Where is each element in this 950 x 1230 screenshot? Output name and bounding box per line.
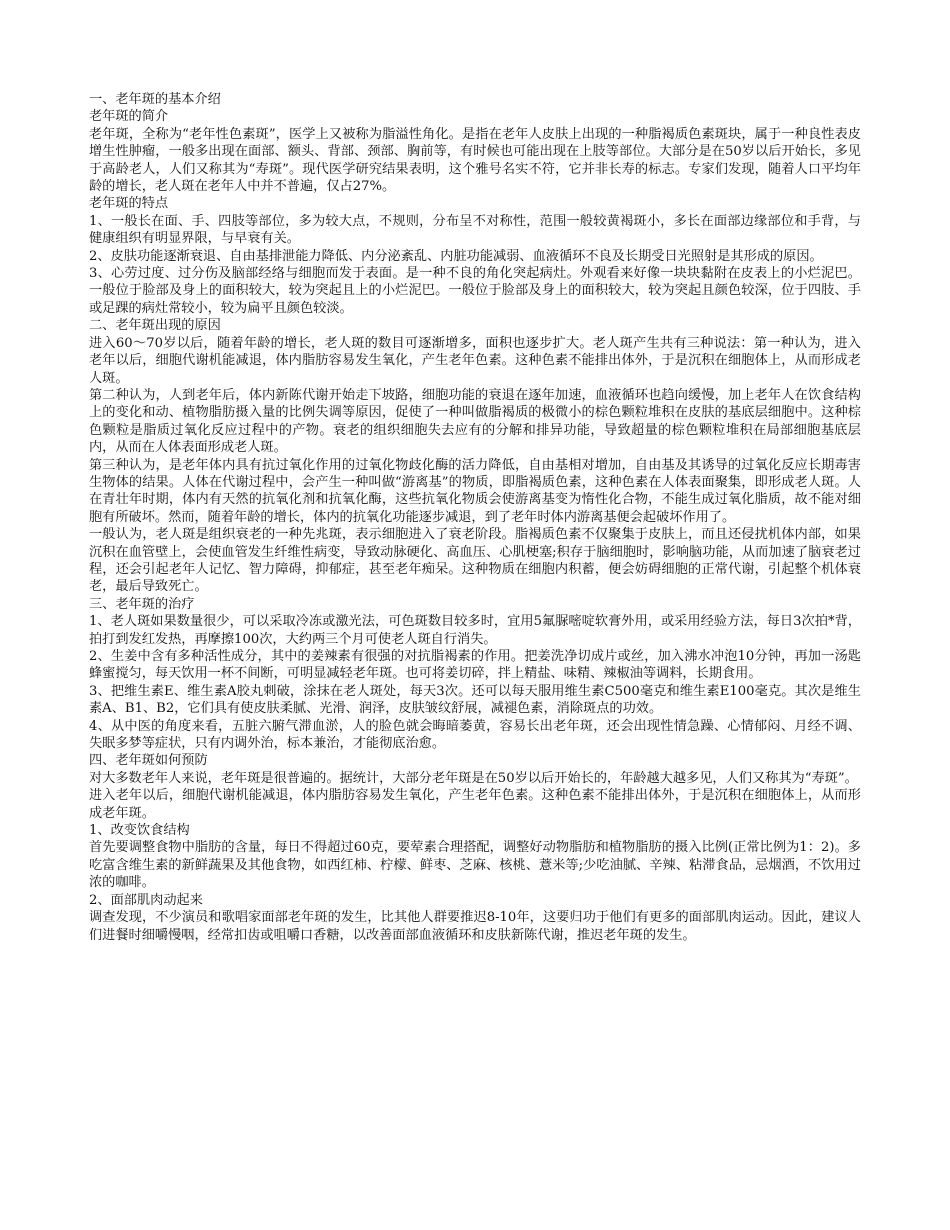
paragraph-prevention-intro: 对大多数老年人来说，老年斑是很普遍的。据统计，大部分老年斑是在50岁以后开始长的，年龄越大越多见，人们又称其为“寿斑”。 (89, 770, 858, 786)
section-heading-2: 二、老年斑出现的原因 (89, 318, 221, 334)
paragraph-feature-1: 1、一般长在面、手、四肢等部位，多为较大点，不规则，分布呈不对称性，范围一般较黄褐斑小，多长在面部边缘部位和手背，与健康组织有明显界限，与早衰有关。 (89, 213, 861, 247)
paragraph-diet: 首先要调整食物中脂肪的含量，每日不得超过60克，要荤素合理搭配，调整好动物脂肪和植物脂肪的摄入比例(正常比例为1：2)。多吃富含维生素的新鲜蔬果及其他食物，如西红柿、柠檬、鲜枣、芝麻、核桃、薏米等;少吃油腻、辛辣、粘滞食品，忌烟酒，不饮用过浓的咖啡。 (89, 840, 861, 891)
document-body (89, 91, 861, 944)
paragraph-facial-exercise: 调查发现，不少演员和歌唱家面部老年斑的发生，比其他人群要推迟8-10年，这要归功于他们有更多的面部肌肉运动。因此，建议人们进餐时细嚼慢咽，经常扣齿或咀嚼口香糖，以改善面部血液循环和皮肤新陈代谢，推迟老年斑的发生。 (89, 910, 861, 943)
subheading-features: 老年斑的特点 (89, 196, 169, 212)
paragraph-treatment-4: 4、从中医的角度来看，五脏六腑气滞血淤，人的脸色就会晦暗萎黄，容易长出老年斑，还会出现性情急躁、心情郁闷、月经不调、失眠多梦等症状，只有内调外治，标本兼治，才能彻底治愈。 (89, 718, 861, 752)
paragraph-treatment-1: 1、老人斑如果数量很少，可以采取冷冻或激光法，可色斑数目较多时，宜用5氟脲嘧啶软膏外用，或采用经验方法，每日3次拍*背，拍打到发红发热，再摩擦100次，大约两三个月可使老人斑自行消失。 (89, 614, 861, 647)
paragraph-treatment-3: 3、把维生素E、维生素A胶丸刺破，涂抹在老人斑处，每天3次。还可以每天服用维生素C500毫克和维生素E100毫克。其次是维生素A、B1、B2，它们具有使皮肤柔腻、光滑、润泽，皮肤皱纹舒展，减褪色素，消除斑点的功效。 (89, 683, 861, 717)
subheading-diet: 1、改变饮食结构 (89, 823, 190, 839)
section-heading-4: 四、老年斑如何预防 (89, 753, 208, 769)
subheading-facial-exercise: 2、面部肌肉动起来 (89, 892, 203, 908)
paragraph-cause-2: 第二种认为，人到老年后，体内新陈代谢开始走下坡路，细胞功能的衰退在逐年加速，血液循环也趋向缓慢，加上老年人在饮食结构上的变化和动、植物脂肪摄入量的比例失调等原因，促使了一种叫做脂褐质的极微小的棕色颗粒堆积在皮肤的基底层细胞中。这种棕色颗粒是脂质过氧化反应过程中的产物。衰老的组织细胞失去应有的分解和排异功能，导致超量的棕色颗粒堆积在局部细胞基底层内，从而在人体表面形成老人斑。 (89, 387, 861, 456)
paragraph-treatment-2: 2、生姜中含有多种活性成分，其中的姜辣素有很强的对抗脂褐素的作用。把姜洗净切成片或丝，加入沸水冲泡10分钟，再加一汤匙蜂蜜搅匀，每天饮用一杯不间断，可明显减轻老年斑。也可将姜切碎，拌上精盐、味精、辣椒油等调料，长期食用。 (89, 649, 861, 682)
subheading-intro: 老年斑的简介 (89, 109, 169, 125)
paragraph-prevention-cause: 进入老年以后，细胞代谢机能减退，体内脂肪容易发生氧化，产生老年色素。这种色素不能排出体外，于是沉积在细胞体上，从而形成老年斑。 (89, 788, 861, 821)
section-heading-1: 一、老年斑的基本介绍 (89, 92, 221, 107)
paragraph-cause-summary: 一般认为，老人斑是组织衰老的一种先兆斑，表示细胞进入了衰老阶段。脂褐质色素不仅聚集于皮肤上，而且还侵扰机体内部，如果沉积在血管壁上，会使血管发生纤维性病变，导致动脉硬化、高血压、心肌梗塞;积存于脑细胞时，影响脑功能，从而加速了脑衰老过程，还会引起老年人记忆、智力障碍，抑郁症，甚至老年痴呆。这种物质在细胞内积蓄，便会妨碍细胞的正常代谢，引起整个机体衰老，最后导致死亡。 (89, 527, 861, 595)
paragraph-cause-1: 进入60～70岁以后，随着年龄的增长，老人斑的数目可逐渐增多，面积也逐步扩大。老人斑产生共有三种说法：第一种认为，进入老年以后，细胞代谢机能减退，体内脂肪容易发生氧化，产生老年色素。这种色素不能排出体外，于是沉积在细胞体上，从而形成老人斑。 (89, 335, 861, 386)
paragraph-feature-2: 2、皮肤功能逐渐衰退、自由基排泄能力降低、内分泌紊乱、内脏功能减弱、血液循环不良及长期受日光照射是其形成的原因。 (89, 248, 823, 264)
section-heading-3: 三、老年斑的治疗 (89, 596, 195, 612)
paragraph-intro: 老年斑，全称为“老年性色素斑”，医学上又被称为脂溢性角化。是指在老年人皮肤上出现的一种脂褐质色素斑块，属于一种良性表皮增生性肿瘤，一般多出现在面部、额头、背部、颈部、胸前等，有时候也可能出现在上肢等部位。大部分是在50岁以后开始长，多见于高龄老人，人们又称其为“寿斑”。现代医学研究结果表明，这个雅号名实不符，它并非长寿的标志。专家们发现，随着人口平均年龄的增长，老人斑在老年人中并不普遍，仅占27%。 (89, 126, 861, 195)
paragraph-cause-3: 第三种认为，是老年体内具有抗过氧化作用的过氧化物歧化酶的活力降低，自由基相对增加，自由基及其诱导的过氧化反应长期毒害生物体的结果。人体在代谢过程中，会产生一种叫做“游离基”的物质，即脂褐质色素，这种色素在人体表面聚集，即形成老人斑。人在青壮年时期，体内有天然的抗氧化剂和抗氧化酶，这些抗氧化物质会使游离基变为惰性化合物，不能生成过氧化脂质，故不能对细胞有所破坏。然而，随着年龄的增长，体内的抗氧化功能逐步减退，到了老年时体内游离基便会起破坏作用了。 (89, 457, 861, 525)
paragraph-feature-3: 3、心劳过度、过分伤及脑部经络与细胞而发于表面。是一种不良的角化突起病灶。外观看来好像一块块黏附在皮表上的小烂泥巴。一般位于脸部及身上的面积较大，较为突起且上的小烂泥巴。一般位于脸部及身上的面积较大，较为突起且颜色较深，位于四肢、手或足踝的病灶常较小，较为扁平且颜色较淡。 (89, 266, 861, 316)
